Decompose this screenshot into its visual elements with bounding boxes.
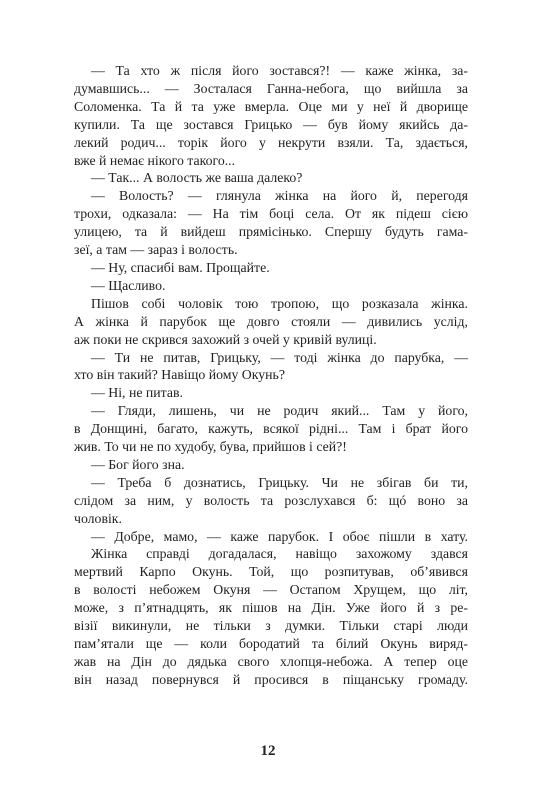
text-line: вже й немає нікого такого... (74, 152, 236, 168)
text-line: улицею, та й вийдеш прямісінько. Спершу будуть гама- (74, 224, 468, 240)
body-text (74, 62, 468, 689)
text-line: — Треба б дознатись, Грицьку. Чи не збігав би ти, (91, 474, 468, 490)
page-number: 12 (260, 743, 276, 759)
text-line: думавшись... — Зосталася Ганна-небога, що вийшла за (74, 80, 468, 96)
text-line: А жінка й парубок ще довго стояли — дивились услід, (74, 313, 468, 329)
text-line: в Донщині, багато, кажуть, всякої рідні... Там і брат його (74, 421, 468, 437)
text-line: — Добре, мамо, — каже парубок. І обоє пішли в хату. (91, 528, 468, 544)
text-line: може, з п’ятнадцять, як пішов на Дін. Уже його й з ре- (74, 600, 468, 616)
text-line: — Ти не питав, Грицьку, — тоді жінка до парубка, — (91, 349, 468, 365)
text-line: — Щасливо. (91, 277, 166, 293)
text-line: пам’ятали ще — коли бородатий та білий Окунь виряд- (74, 636, 468, 651)
text-line: він назад повернувся й просився в піщанську громаду. (74, 671, 468, 687)
text-line: жив. То чи не по худобу, бува, прийшов і сей?! (74, 439, 347, 455)
text-line: візії викинули, не тільки з думки. Тільки старі люди (74, 618, 468, 634)
text-line: лекий родич... торік його у некрути взяли. Та, здається, (74, 134, 468, 150)
text-line: — Та хто ж після його зостався?! — каже жінка, за- (91, 63, 468, 78)
text-line: купили. Та ще зостався Грицько — був йому якийсь да- (74, 116, 468, 132)
text-line: Пішов собі чоловік тою тропою, що розказала жінка. (91, 295, 468, 311)
text-line: — Бог його зна. (91, 456, 185, 472)
text-line: мертвий Карпо Окунь. Той, що розпитував, об’явився (74, 564, 468, 580)
text-line: хто він такий? Навіщо йому Окунь? (74, 367, 285, 383)
text-line: зеї, а там — зараз і волость. (74, 242, 238, 258)
text-line: чоловік. (74, 510, 122, 526)
text-line: жав на Дін до дядька свого хлопця-небожа. А тепер оце (74, 653, 468, 669)
text-line: трохи, одказала: — На тім боці села. От як підеш сією (74, 206, 468, 222)
text-line: аж поки не скрився захожий з очей у кривій вулиці. (74, 331, 377, 347)
text-line: слідом за ним, у волость та розслухався б: щó воно за (74, 492, 468, 508)
text-line: — Так... А волость же ваша далеко? (91, 170, 303, 186)
text-line: Жінка справді догадалася, навіщо захожому здався (91, 546, 468, 562)
text-line: — Ну, спасибі вам. Прощайте. (91, 259, 270, 275)
text-line: — Гляди, лишень, чи не родич який... Там у його, (91, 403, 468, 419)
text-line: — Ні, не питав. (91, 385, 183, 401)
text-line: — Волость? — глянула жінка на його й, перегодя (91, 188, 468, 204)
text-line: Соломенка. Та й та уже вмерла. Оце ми у неї й дворище (74, 98, 468, 114)
text-line: в волості небожем Окуня — Остапом Хрущем, що літ, (74, 582, 468, 598)
